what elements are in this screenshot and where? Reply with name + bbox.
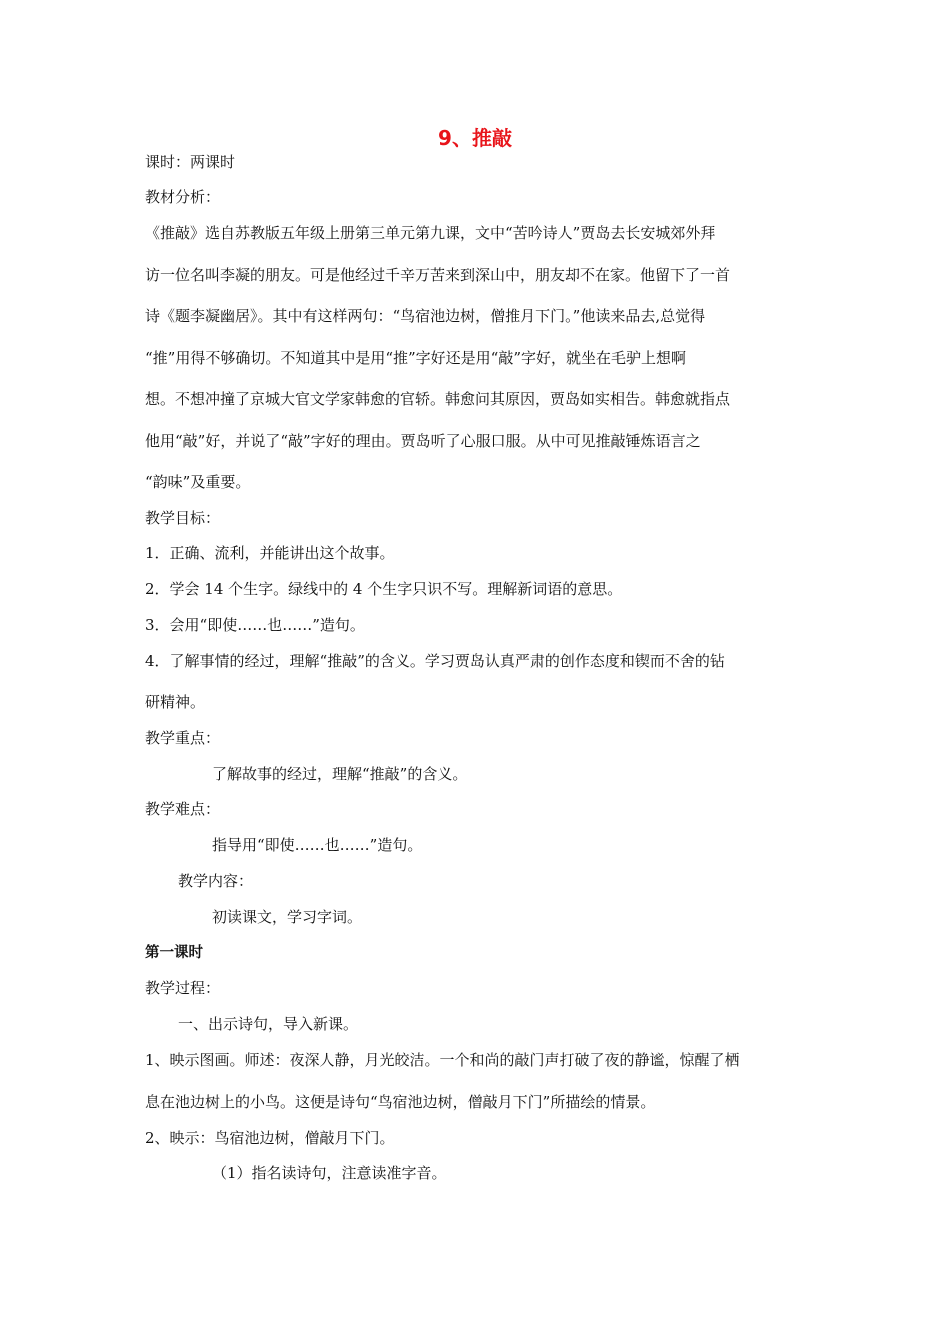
heading-key-points: 教学重点： (145, 729, 221, 747)
heading-first-lesson: 第一课时 (145, 945, 203, 961)
content-text: 初读课文，学习字词。 (212, 908, 363, 926)
heading-content: 教学内容： (178, 872, 254, 890)
heading-teaching-goals: 教学目标： (145, 509, 221, 527)
key-points-text: 了解故事的经过，理解“推敲”的含义。 (212, 765, 468, 783)
analysis-line-5: 想。不想冲撞了京城大官文学家韩愈的官轿。韩愈问其原因，贾岛如实相告。韩愈就指点 (145, 390, 731, 408)
analysis-line-4: “推”用得不够确切。不知道其中是用“推”字好还是用“敲”字好，就坐在毛驴上想啊 (145, 349, 687, 367)
heading-process: 教学过程： (145, 979, 221, 997)
document-title: 9、推敲 (438, 126, 512, 150)
difficulties-text: 指导用“即使……也……”造句。 (212, 836, 423, 854)
step-1-item-2: 2、映示：鸟宿池边树，僧敲月下门。 (145, 1129, 395, 1147)
analysis-line-1: 《推敲》选自苏教版五年级上册第三单元第九课，文中“苦吟诗人”贾岛去长安城郊外拜 (145, 224, 716, 242)
analysis-line-6: 他用“敲”好，并说了“敲”字好的理由。贾岛听了心服口服。从中可见推敲锤炼语言之 (145, 432, 701, 450)
step-1-heading: 一、出示诗句，导入新课。 (178, 1015, 359, 1033)
step-1-item-1: 1、映示图画。师述：夜深人静，月光皎洁。一个和尚的敲门声打破了夜的静谧，惊醒了栖 (145, 1051, 740, 1069)
heading-material-analysis: 教材分析： (145, 188, 221, 206)
step-1-item-1-cont: 息在池边树上的小鸟。这便是诗句“鸟宿池边树，僧敲月下门”所描绘的情景。 (145, 1093, 656, 1111)
step-1-item-2-sub-1: （1）指名读诗句，注意读准字音。 (212, 1164, 447, 1182)
goal-4-cont: 研精神。 (145, 693, 206, 711)
goal-3: 3．会用“即使……也……”造句。 (145, 616, 365, 634)
lesson-hours: 课时：两课时 (145, 153, 236, 171)
goal-4: 4．了解事情的经过，理解“推敲”的含义。学习贾岛认真严肃的创作态度和锲而不舍的钻 (145, 652, 725, 670)
analysis-line-3: 诗《题李凝幽居》。其中有这样两句：“鸟宿池边树，僧推月下门。”他读来品去,总觉得 (145, 307, 706, 325)
goal-2: 2．学会 14 个生字。绿线中的 4 个生字只识不写。理解新词语的意思。 (145, 580, 623, 598)
analysis-line-2: 访一位名叫李凝的朋友。可是他经过千辛万苦来到深山中，朋友却不在家。他留下了一首 (145, 266, 731, 284)
analysis-line-7: “韵味”及重要。 (145, 473, 251, 491)
heading-difficulties: 教学难点： (145, 800, 221, 818)
goal-1: 1．正确、流利，并能讲出这个故事。 (145, 544, 395, 562)
